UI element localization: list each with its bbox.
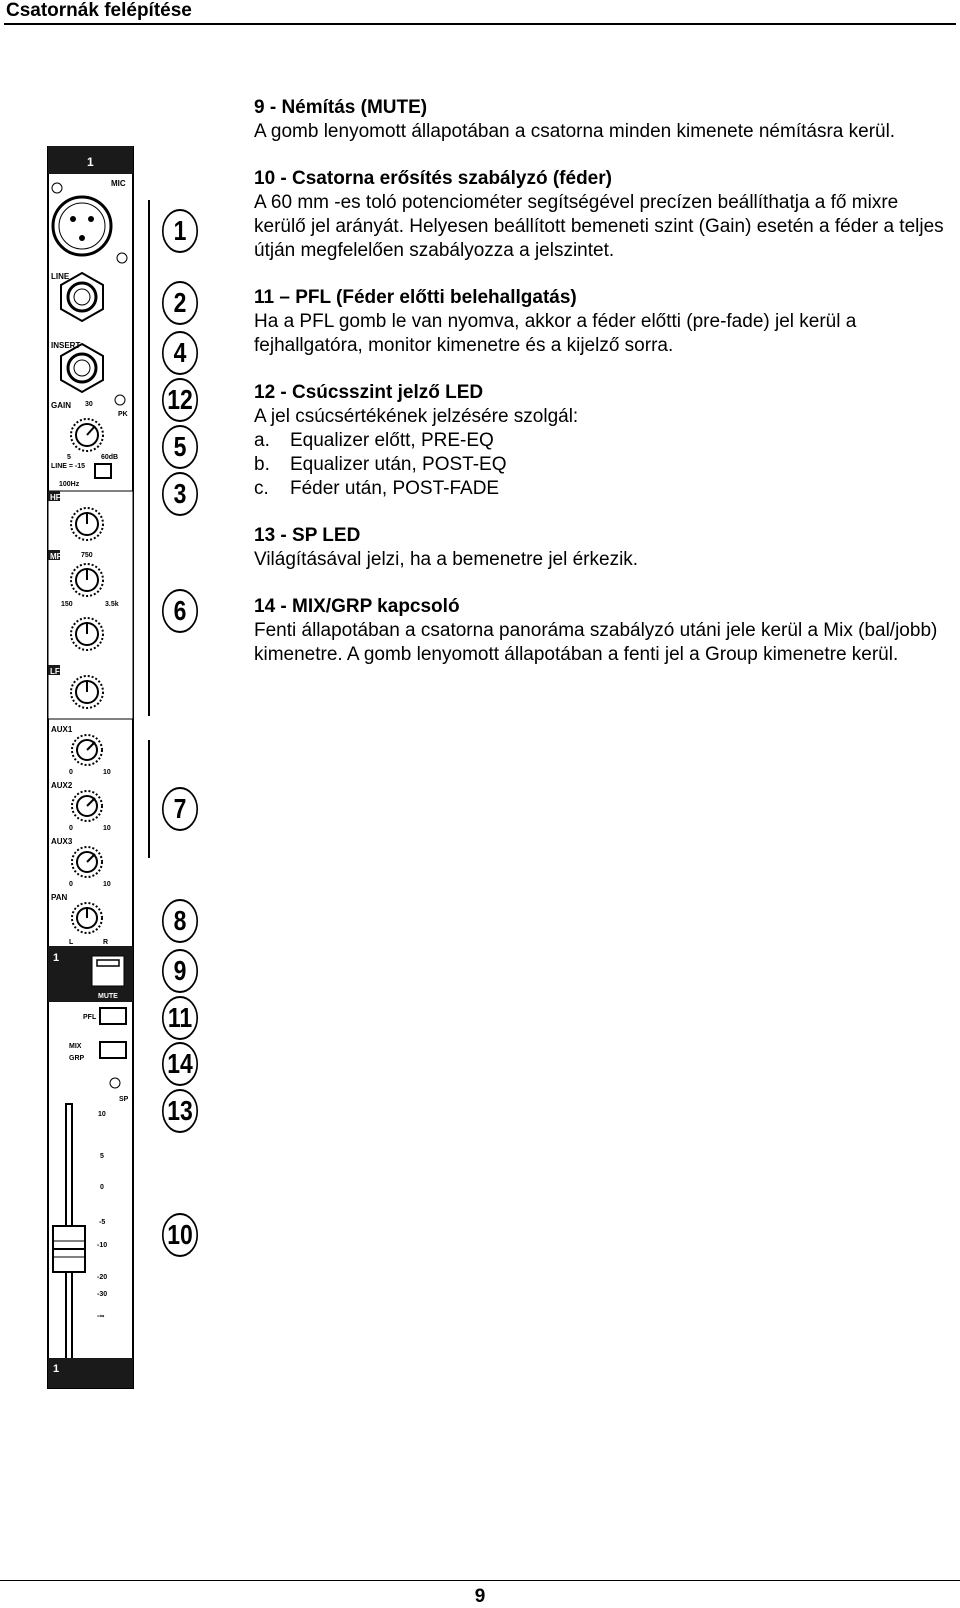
list-item-text: Féder után, POST-FADE (290, 478, 500, 499)
page-footer (0, 1580, 960, 1607)
svg-text:5: 5 (67, 454, 71, 461)
svg-text:0: 0 (69, 769, 73, 776)
svg-text:L: L (69, 939, 74, 946)
list-item (254, 453, 944, 477)
svg-text:-∞: -∞ (97, 1313, 105, 1320)
page-header (4, 0, 956, 25)
section-body: Fenti állapotában a csatorna panoráma szabályzó utáni jele kerül a Mix (bal/jobb) kimenetre. A gomb lenyomott állapotában a fenti jel a Group kimenetre kerül. (254, 620, 938, 665)
svg-text:MUTE: MUTE (98, 993, 118, 1000)
callout-14: 14 (162, 1042, 198, 1086)
list-item (254, 477, 944, 501)
aux1-label: AUX1 (51, 725, 73, 734)
grp-label: GRP (69, 1055, 85, 1062)
callout-13: 13 (162, 1089, 198, 1133)
callout-5: 5 (162, 425, 198, 469)
channel-label-bottom (48, 1358, 133, 1388)
aux3-label: AUX3 (51, 837, 73, 846)
channel-strip-illustration (45, 146, 137, 1421)
header-title: Csatornák felépítése (6, 0, 192, 21)
svg-text:LINE = -15: LINE = -15 (51, 463, 86, 470)
svg-text:-10: -10 (97, 1242, 108, 1249)
section-peak-led (254, 381, 944, 501)
mic-label: MIC (111, 179, 126, 188)
svg-text:10: 10 (103, 769, 111, 776)
page-number: 9 (474, 1586, 486, 1607)
svg-text:5: 5 (100, 1153, 104, 1160)
svg-text:30: 30 (85, 401, 93, 408)
svg-text:PK: PK (118, 411, 128, 418)
svg-text:100Hz: 100Hz (59, 481, 80, 488)
svg-text:150: 150 (61, 601, 73, 608)
mf-label: MF (50, 552, 62, 561)
section-title: 12 - Csúcsszint jelző LED (254, 382, 484, 403)
callout-column (140, 200, 210, 1300)
svg-text:-5: -5 (99, 1219, 106, 1226)
callout-10: 10 (162, 1213, 198, 1257)
section-body: Ha a PFL gomb le van nyomva, akkor a féder előtti (pre-fade) jel kerül a fejhallgatóra, monitor kimenetre és a kijelző sorra. (254, 311, 857, 356)
section-mix-grp (254, 595, 944, 667)
callout-bracket (148, 740, 150, 858)
hf-label: HF (50, 493, 61, 502)
svg-text:0: 0 (69, 825, 73, 832)
pfl-label: PFL (83, 1014, 97, 1021)
list-item (254, 429, 944, 453)
svg-text:10: 10 (98, 1111, 106, 1118)
callout-3: 3 (162, 472, 198, 516)
callout-bracket (148, 200, 150, 540)
line-label: LINE (51, 272, 70, 281)
callout-1: 1 (162, 209, 198, 253)
section-body: A gomb lenyomott állapotában a csatorna minden kimenete némításra kerül. (254, 121, 896, 142)
svg-text:R: R (103, 939, 109, 946)
section-title: 13 - SP LED (254, 525, 361, 546)
peak-led-options (254, 429, 944, 501)
description-text (254, 96, 944, 690)
callout-bracket (148, 520, 150, 716)
callout-8: 8 (162, 899, 198, 943)
svg-text:750: 750 (81, 552, 93, 559)
svg-text:10: 10 (103, 881, 111, 888)
list-item-text: Equalizer után, POST-EQ (290, 454, 507, 475)
svg-text:0: 0 (69, 881, 73, 888)
callout-2: 2 (162, 281, 198, 325)
svg-text:0: 0 (100, 1184, 104, 1191)
section-fader (254, 167, 944, 263)
insert-label: INSERT (51, 341, 81, 350)
list-item-label: b. (254, 454, 270, 475)
svg-text:10: 10 (103, 825, 111, 832)
section-body: A jel csúcsértékének jelzésére szolgál: (254, 406, 579, 427)
callout-9: 9 (162, 949, 198, 993)
channel-number-top: 1 (87, 155, 94, 169)
callout-11: 11 (162, 996, 198, 1040)
callout-4: 4 (162, 331, 198, 375)
svg-text:1: 1 (53, 1363, 60, 1375)
svg-text:60dB: 60dB (101, 454, 119, 461)
lf-label: LF (50, 667, 60, 676)
section-body: A 60 mm -es toló potenciométer segítségével precízen beállíthatja a fő mixre kerülő jel arányát. Helyesen beállított bemeneti szint (Gain) esetén a féder a teljes útján megfelelően szabályozza a jelszintet. (254, 192, 944, 261)
svg-text:-20: -20 (97, 1274, 108, 1281)
svg-text:1: 1 (53, 952, 60, 964)
svg-text:SP: SP (119, 1096, 129, 1103)
list-item-text: Equalizer előtt, PRE-EQ (290, 430, 494, 451)
list-item-label: a. (254, 430, 270, 451)
section-pfl (254, 286, 944, 358)
aux2-label: AUX2 (51, 781, 73, 790)
callout-12: 12 (162, 378, 198, 422)
svg-text:3.5k: 3.5k (105, 601, 119, 608)
section-title: 10 - Csatorna erősítés szabályzó (féder) (254, 168, 612, 189)
pan-label: PAN (51, 893, 68, 902)
section-title: 9 - Némítás (MUTE) (254, 97, 428, 118)
section-title: 11 – PFL (Féder előtti belehallgatás) (254, 287, 577, 308)
section-title: 14 - MIX/GRP kapcsoló (254, 596, 460, 617)
svg-text:-30: -30 (97, 1291, 108, 1298)
callout-6: 6 (162, 589, 198, 633)
gain-label: GAIN (51, 401, 71, 410)
section-sp-led (254, 524, 944, 572)
callout-7: 7 (162, 787, 198, 831)
section-body: Világításával jelzi, ha a bemenetre jel érkezik. (254, 549, 639, 570)
mix-label: MIX (69, 1043, 82, 1050)
section-mute (254, 96, 944, 144)
list-item-label: c. (254, 478, 269, 499)
